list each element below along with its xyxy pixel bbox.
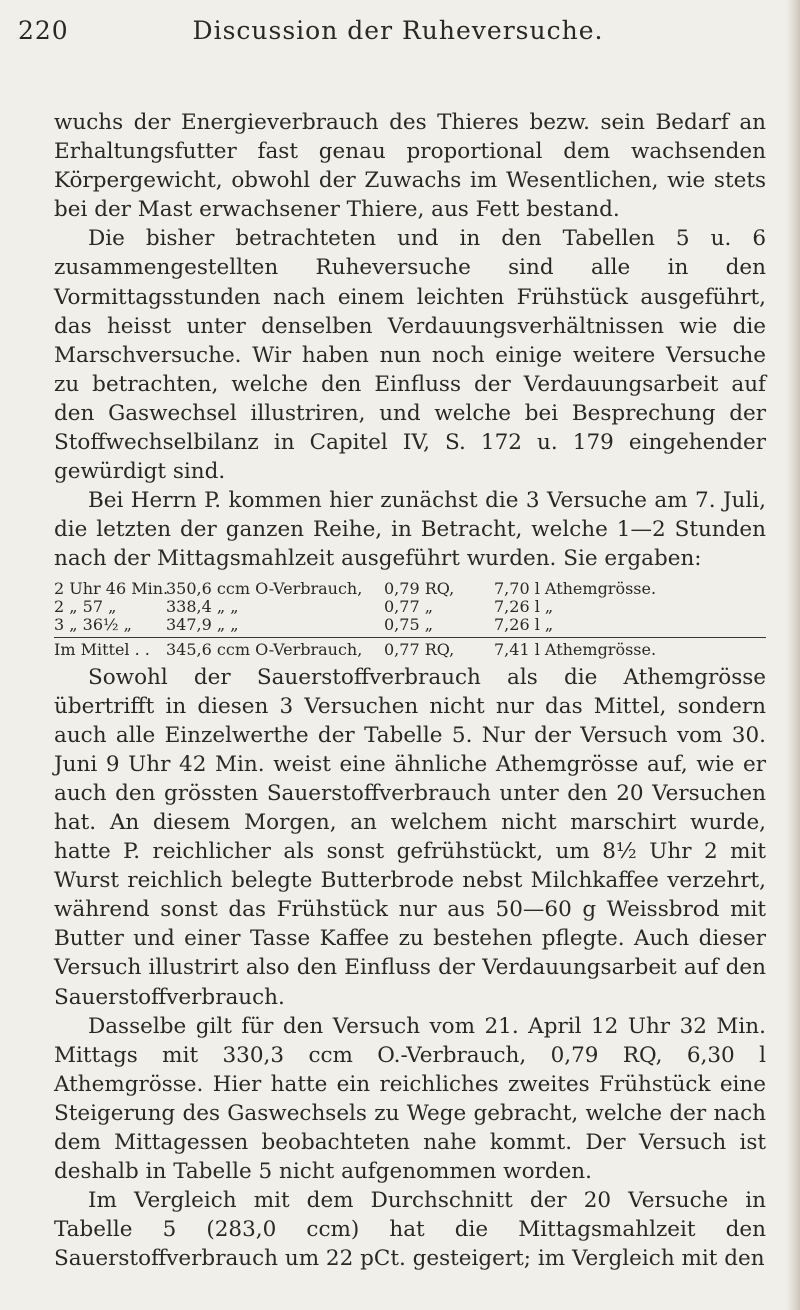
paragraph: Im Vergleich mit dem Durchschnitt der 20 Versuche in Tabelle 5 (283,0 ccm) hat die Mittagsmahlzeit den Sauerstoffverbrauch um 22 pCt. gesteigert; im Vergleich mit den <box>54 1188 766 1272</box>
page-header <box>18 16 778 60</box>
table-row <box>54 616 766 634</box>
body-text <box>54 108 766 1273</box>
table-cell: 2 „ 57 „ <box>54 596 117 616</box>
page-edge-shadow <box>786 0 800 1310</box>
table-cell: 338,4 „ „ <box>166 596 239 616</box>
table-cell: 345,6 ccm O-Verbrauch, <box>166 639 363 659</box>
table-cell: 0,79 RQ, <box>384 578 455 598</box>
table-cell: 3 „ 36½ „ <box>54 614 132 634</box>
table-cell: 350,6 ccm O-Verbrauch, <box>166 578 363 598</box>
table-cell: Im Mittel . . <box>54 639 150 659</box>
paragraph: Die bisher betrachteten und in den Tabellen 5 u. 6 zusammengestellten Ruheversuche sind alle in den Vormittagsstunden nach einem leichten Frühstück ausgeführt, das heisst unter denselben Verdauungsverhältnissen wie die Marschversuche. Wir haben nun noch einige weitere Versuche zu betrachten, welche den Einfluss der Verdauungsarbeit auf den Gaswechsel illustriren, und welche bei Besprechung der Stoffwechselbilanz in Capitel IV, S. 172 u. 179 eingehender gewürdigt sind. <box>54 226 766 485</box>
paragraph: Bei Herrn P. kommen hier zunächst die 3 Versuche am 7. Juli, die letzten der ganzen Reihe, in Betracht, welche 1—2 Stunden nach der Mittagsmahlzeit ausgeführt wurden. Sie ergaben: <box>54 488 766 572</box>
table-cell: 2 Uhr 46 Min. <box>54 578 169 598</box>
table-cell: 7,41 l Athemgrösse. <box>494 639 657 659</box>
table-rule <box>54 637 766 638</box>
table-row <box>54 580 766 598</box>
paragraph: Sowohl der Sauerstoffverbrauch als die Athemgrösse übertrifft in diesen 3 Versuchen nicht nur das Mittel, sondern auch alle Einzelwerthe der Tabelle 5. Nur der Versuch vom 30. Juni 9 Uhr 42 Min. weist eine ähnliche Athemgrösse auf, wie er auch den grössten Sauerstoffverbrauch unter den 20 Versuchen hat. An diesem Morgen, an welchem nicht marschirt wurde, hatte P. reichlicher als sonst gefrühstückt, um 8½ Uhr 2 mit Wurst reichlich belegte Butterbrode nebst Milchkaffee verzehrt, während sonst das Frühstück nur aus 50—60 g Weissbrod mit Butter und einer Tasse Kaffee zu bestehen pflegte. Auch dieser Versuch illustrirt also den Einfluss der Verdauungsarbeit auf den Sauerstoffverbrauch. <box>54 664 766 1010</box>
paragraph: Dasselbe gilt für den Versuch vom 21. April 12 Uhr 32 Min. Mittags mit 330,3 ccm O.-Verbrauch, 0,79 RQ, 6,30 l Athemgrösse. Hier hatte ein reichliches zweites Frühstück eine Steigerung des Gaswechsels zu Wege gebracht, welche der nach dem Mittagessen beobachteten nahe kommt. Der Versuch ist deshalb in Tabelle 5 nicht aufgenommen worden. <box>54 1013 766 1185</box>
table-cell: 7,26 l „ <box>494 596 554 616</box>
table-cell: 0,75 „ <box>384 614 433 634</box>
table-cell: 347,9 „ „ <box>166 614 239 634</box>
running-title: Discussion der Ruheversuche. <box>192 16 604 45</box>
table-cell: 0,77 „ <box>384 596 433 616</box>
results-table <box>54 580 766 659</box>
table-row <box>54 598 766 616</box>
table-cell: 7,70 l Athemgrösse. <box>494 578 657 598</box>
table-summary-row <box>54 641 766 659</box>
paragraph: wuchs der Energieverbrauch des Thieres bezw. sein Bedarf an Erhaltungsfutter fast genau proportional dem wachsenden Körpergewicht, obwohl der Zuwachs im Wesentlichen, wie stets bei der Mast erwachsener Thiere, aus Fett bestand. <box>54 110 766 223</box>
page-number: 220 <box>18 16 69 45</box>
table-cell: 7,26 l „ <box>494 614 554 634</box>
table-cell: 0,77 RQ, <box>384 639 455 659</box>
